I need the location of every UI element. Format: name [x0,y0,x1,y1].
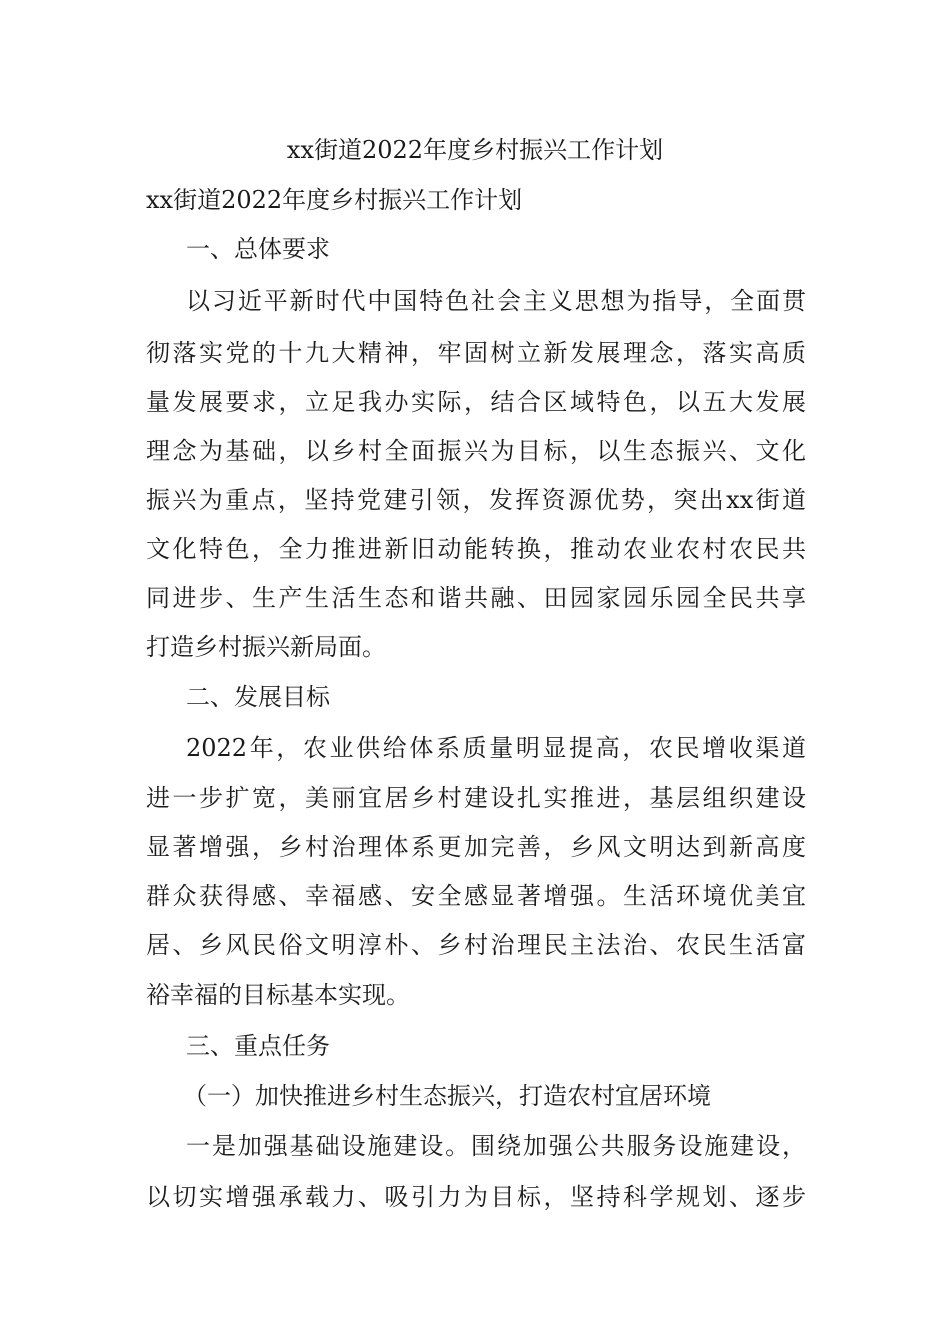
paragraph-line: 以切实增强承载力、吸引力为目标，坚持科学规划、逐步 [146,1183,806,1211]
paragraph-line: 打造乡村振兴新局面。 [146,633,386,661]
document-subtitle: xx街道2022年度乡村振兴工作计划 [146,186,523,214]
paragraph-line: 以习近平新时代中国特色社会主义思想为指导，全面贯 [186,287,806,315]
paragraph-line: 进一步扩宽，美丽宜居乡村建设扎实推进，基层组织建设 [146,784,806,812]
paragraph-line: 理念为基础，以乡村全面振兴为目标，以生态振兴、文化 [146,437,806,465]
paragraph-line: 显著增强，乡村治理体系更加完善，乡风文明达到新高度 [146,833,806,861]
section-heading: 一、总体要求 [186,235,330,263]
section-heading: 三、重点任务 [186,1032,330,1060]
paragraph-line: 裕幸福的目标基本实现。 [146,981,410,1009]
paragraph-line: 文化特色，全力推进新旧动能转换，推动农业农村农民共 [146,535,806,563]
paragraph-line: 一是加强基础设施建设。围绕加强公共服务设施建设， [186,1132,806,1160]
section-heading: 二、发展目标 [186,683,330,711]
paragraph-line: 同进步、生产生活生态和谐共融、田园家园乐园全民共享 [146,584,806,612]
document-title: xx街道2022年度乡村振兴工作计划 [286,136,664,164]
paragraph-line: 群众获得感、幸福感、安全感显著增强。生活环境优美宜 [146,882,806,910]
paragraph-line: 居、乡风民俗文明淳朴、乡村治理民主法治、农民生活富 [146,931,806,959]
paragraph-line: 彻落实党的十九大精神，牢固树立新发展理念，落实高质 [146,339,806,367]
section-subheading: （一）加快推进乡村生态振兴，打造农村宜居环境 [183,1082,711,1110]
paragraph-line: 振兴为重点，坚持党建引领，发挥资源优势，突出xx街道 [146,486,806,514]
paragraph-line: 量发展要求，立足我办实际，结合区域特色，以五大发展 [146,388,806,416]
paragraph-line: 2022年，农业供给体系质量明显提高，农民增收渠道 [186,734,806,762]
